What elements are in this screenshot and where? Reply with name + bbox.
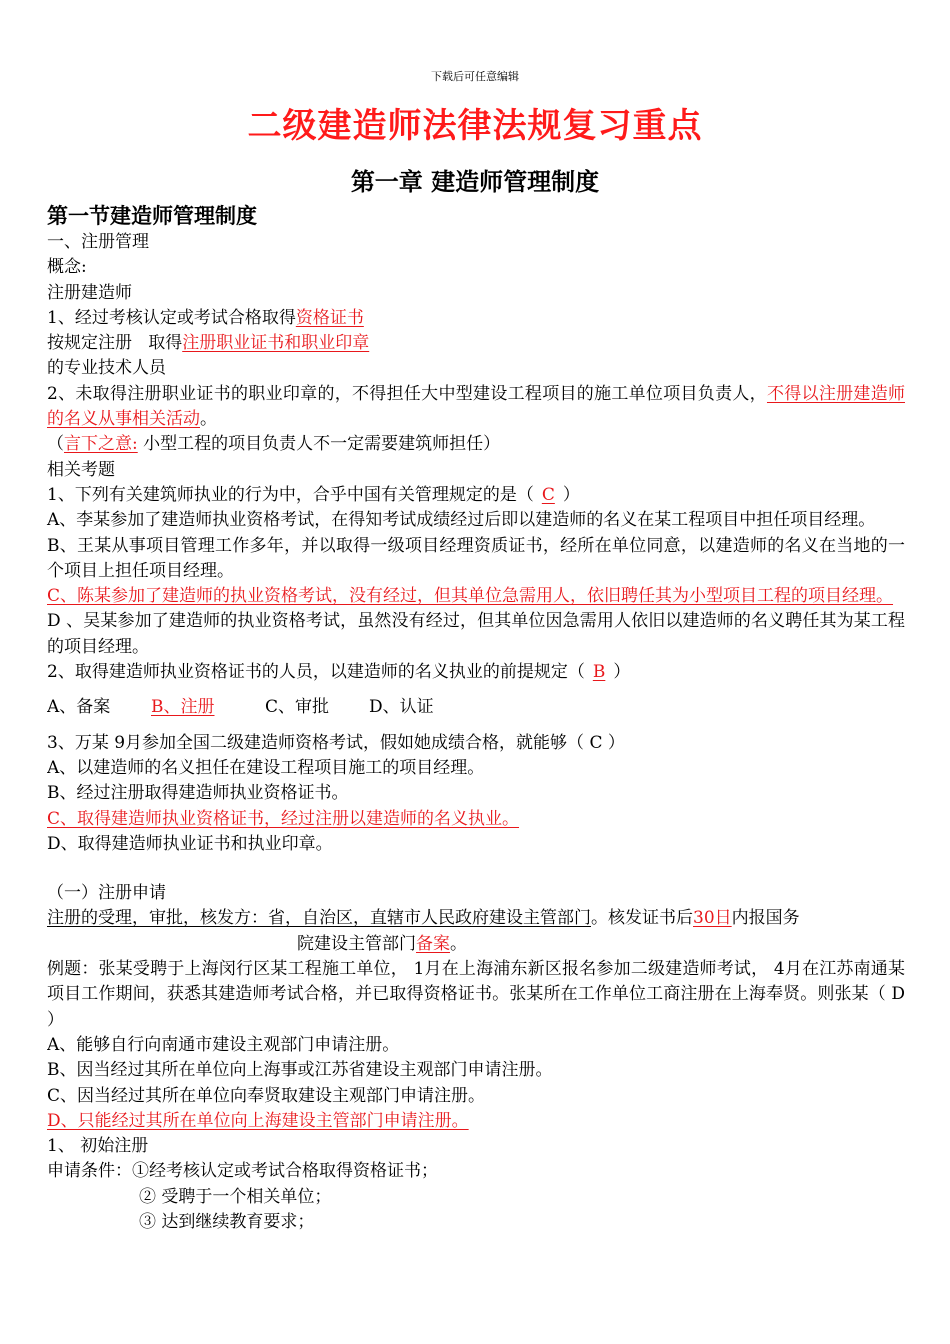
question-1-option-a: A、李某参加了建造师执业资格考试，在得知考试成绩经过后即以建造师的名义在某工程项目中担任项目经理。: [47, 510, 876, 531]
definition-note: （言下之意: 小型工程的项目负责人不一定需要建筑师担任）: [47, 434, 501, 455]
definition-line-4: 2、未取得注册职业证书的职业印章的，不得担任大中型建设工程项目的施工单位项目负责人，不得以注册建造师的名义从事相关活动。: [47, 383, 905, 430]
question-2-option-b: B、注册: [151, 697, 215, 718]
document-title: 二级建造师法律法规复习重点: [247, 106, 703, 146]
question-3-option-a: A、以建造师的名义担任在建设工程项目施工的项目经理。: [47, 757, 485, 778]
highlight-text: 言下之意:: [64, 434, 138, 455]
document-body: [47, 202, 905, 1235]
answer-text: B: [592, 662, 606, 683]
highlight-text: 备案: [416, 933, 450, 954]
application-condition-1: 申请条件：①经考核认定或考试合格取得资格证书；: [47, 1161, 438, 1182]
question-2-option-c: C、审批: [265, 697, 330, 718]
highlight-text: 注册职业证书和职业印章: [182, 333, 370, 354]
highlight-text: 资格证书: [295, 307, 364, 328]
highlight-text: 30日: [693, 908, 732, 929]
question-3-option-c: C、取得建造师执业资格证书，经过注册以建造师的名义执业。: [47, 808, 520, 829]
question-3-stem: 3、万某 9月参加全国二级建造师资格考试，假如她成绩合格，就能够（ C ）: [47, 732, 625, 753]
question-3-option-d: D、取得建造师执业证书和执业印章。: [47, 833, 333, 854]
registration-application-heading: （一）注册申请: [47, 883, 166, 904]
registration-authority-line-2: 院建设主管部门备案。: [297, 933, 467, 954]
question-1-option-d: D 、吴某参加了建造师的执业资格考试，虽然没有经过，但其单位因急需用人依旧以建造师的名义聘任其为某工程的项目经理。: [47, 611, 905, 657]
chapter-heading: 第一章 建造师管理制度: [350, 167, 600, 196]
question-2-options: [47, 695, 905, 720]
definition-line-1: 1、经过考核认定或考试合格取得资格证书: [47, 307, 364, 328]
question-1-option-c: C、陈某参加了建造师的执业资格考试，没有经过，但其单位急需用人，依旧聘任其为小型项目工程的项目经理。: [47, 586, 894, 607]
application-condition-3: ③ 达到继续教育要求；: [139, 1211, 315, 1232]
section-heading: 第一节建造师管理制度: [47, 203, 257, 228]
question-2-option-a: A、备案: [47, 697, 111, 718]
application-condition-2: ② 受聘于一个相关单位；: [139, 1186, 332, 1207]
answer-text: C: [541, 484, 555, 505]
definition-title: 注册建造师: [47, 282, 132, 303]
concept-label: 概念:: [47, 257, 87, 278]
highlight-text: 不得以注册建造师的名义从事相关活动: [47, 383, 905, 430]
example-option-a: A、能够自行向南通市建设主观部门申请注册。: [47, 1034, 400, 1055]
example-option-d: D、只能经过其所在单位向上海建设主管部门申请注册。: [47, 1110, 469, 1131]
subsection-heading: 一、注册管理: [47, 232, 149, 252]
question-1-stem: 1、下列有关建筑师执业的行为中，合乎中国有关管理规定的是（ C ）: [47, 484, 580, 505]
question-2-stem: 2、取得建造师执业资格证书的人员，以建造师的名义执业的前提规定（ B ）: [47, 662, 631, 683]
example-question-stem: 例题：张某受聘于上海闵行区某工程施工单位， 1月在上海浦东新区报名参加二级建造师考试， 4月在江苏南通某项目工作期间，获悉其建造师考试合格，并已取得资格证书。张某所在工作单位工商注册在上海奉贤。则张某（ D ）: [47, 959, 905, 1030]
definition-line-3: 的专业技术人员: [47, 358, 166, 379]
example-option-b: B、因当经过其所在单位向上海事或江苏省建设主观部门申请注册。: [47, 1060, 553, 1081]
question-3-option-b: B、经过注册取得建造师执业资格证书。: [47, 783, 349, 804]
initial-registration-heading: 1、 初始注册: [47, 1136, 149, 1157]
question-1-option-b: B、王某从事项目管理工作多年，并以取得一级项目经理资质证书，经所在单位同意，以建造师的名义在当地的一个项目上担任项目经理。: [47, 535, 905, 581]
page-header: 下载后可任意编辑: [431, 70, 519, 83]
registration-authority-line: 注册的受理，审批，核发方：省，自治区，直辖市人民政府建设主管部门。核发证书后30日内报国务: [47, 908, 800, 929]
example-option-c: C、因当经过其所在单位向奉贤取建设主观部门申请注册。: [47, 1085, 486, 1106]
related-questions-label: 相关考题: [47, 459, 115, 480]
definition-line-2: 按规定注册 取得注册职业证书和职业印章: [47, 333, 370, 354]
question-2-option-d: D、认证: [369, 697, 434, 718]
